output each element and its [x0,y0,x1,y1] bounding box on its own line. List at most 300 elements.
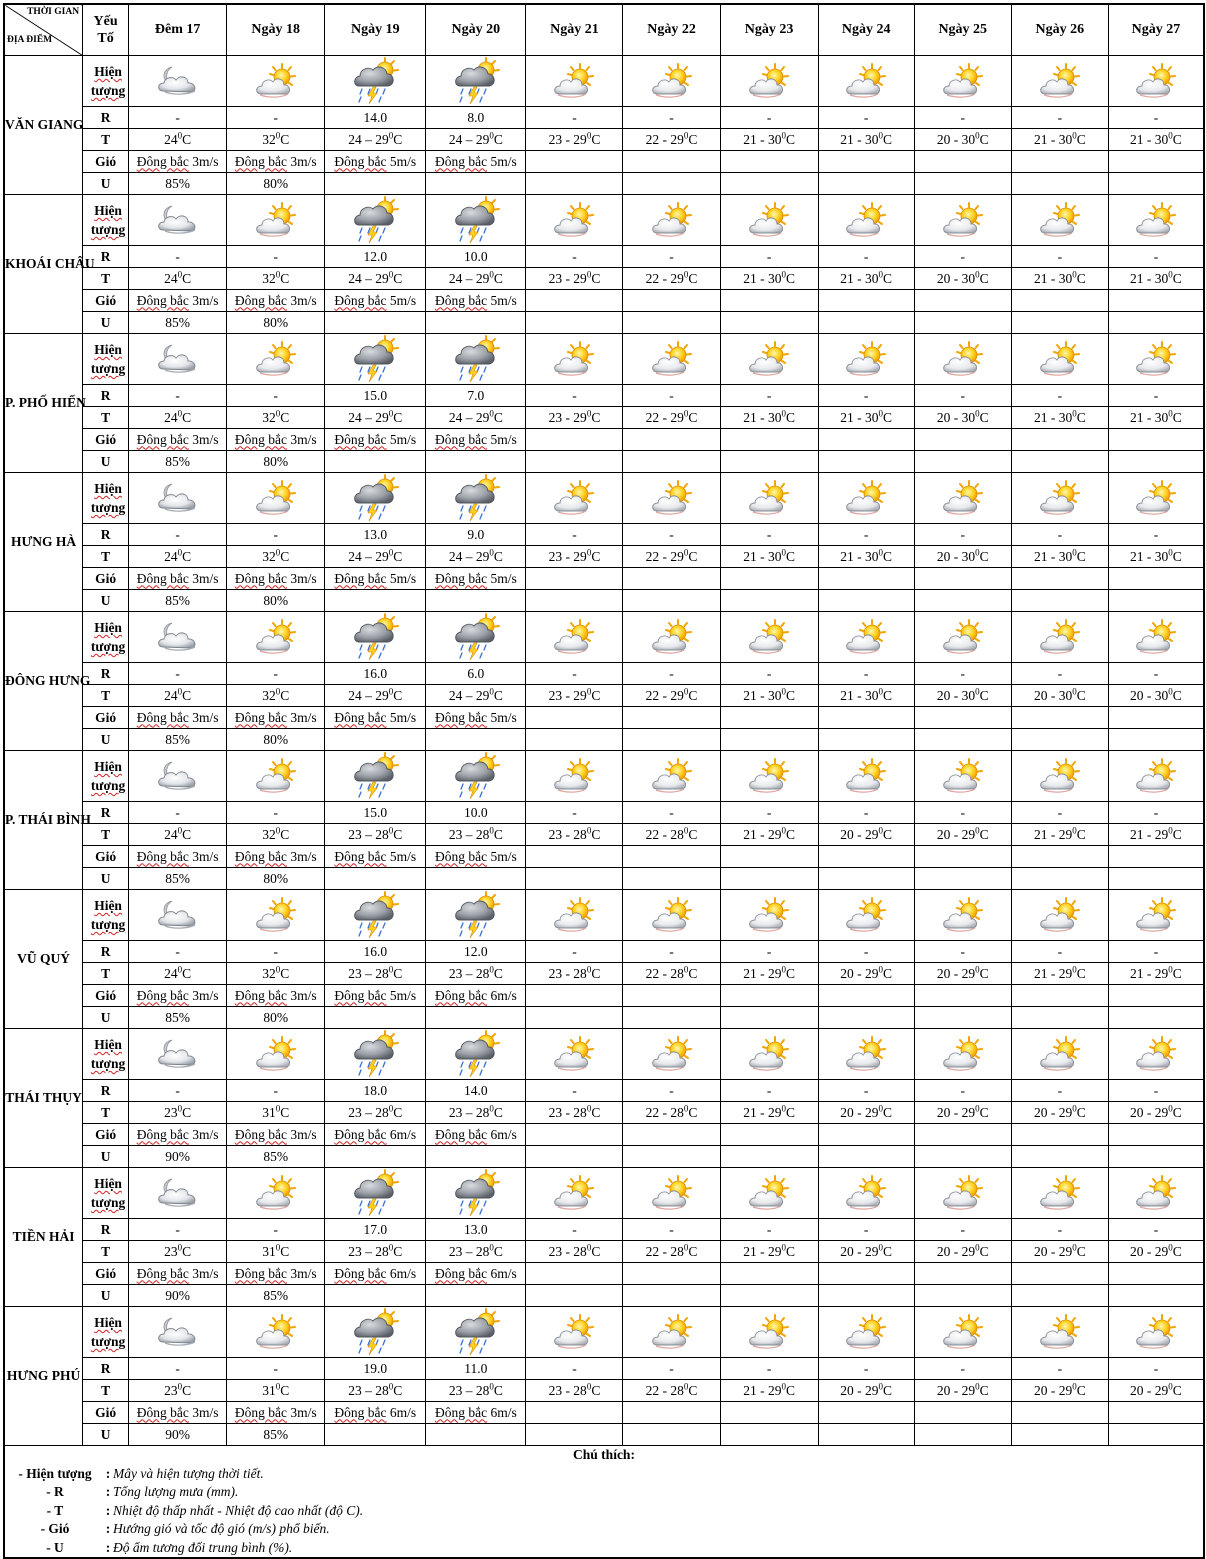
element-label-wind: Gió [83,290,129,312]
thunderstorm-icon [426,752,525,800]
temperature-row [5,546,1204,568]
rain-value: - [720,1219,818,1241]
partly-sunny-icon [1109,1312,1203,1352]
partly-sunny-icon [227,895,324,935]
rain-value: - [914,524,1011,546]
element-label-temperature: T [83,1241,129,1263]
wind-value: Đông bắc 6m/s [325,1124,426,1146]
partly-sunny-icon [1012,1173,1108,1213]
temperature-value: $21 - 30^0C$ [720,407,818,429]
weather-cell [1108,1029,1203,1080]
rain-value: 12.0 [426,941,526,963]
phenomenon-row [5,473,1204,524]
temperature-row [5,824,1204,846]
wind-row [5,429,1204,451]
location-name: VŨ QUÝ [5,890,83,1029]
legend-item [5,1520,1203,1539]
phenomenon-row [5,1168,1204,1219]
weather-cell [227,195,325,246]
temperature-row [5,129,1204,151]
partly-sunny-icon [721,895,818,935]
wind-value [623,151,720,173]
phenomenon-row [5,195,1204,246]
temperature-value: $24 - 29^0C$ [426,685,526,707]
humidity-value: 90% [129,1285,227,1307]
humidity-value [1011,868,1108,890]
humidity-value [325,1285,426,1307]
temperature-value: $24^0C$ [129,268,227,290]
thunderstorm-icon [325,752,425,800]
wind-value [914,1263,1011,1285]
location-name: THÁI THỤY [5,1029,83,1168]
temperature-value: $21 - 30^0C$ [1108,268,1203,290]
humidity-row [5,1424,1204,1446]
phenomenon-row [5,751,1204,802]
wind-value [1011,707,1108,729]
humidity-value [623,729,720,751]
legend-key: - T [46,1502,64,1518]
day-header: Ngày 25 [914,5,1011,56]
humidity-value [325,868,426,890]
temperature-row [5,1380,1204,1402]
wind-value: Đông bắc 5m/s [426,290,526,312]
element-label-phenomenon: Hiện tượng [83,334,129,385]
temperature-value: $23 - 28^0C$ [325,963,426,985]
wind-value: Đông bắc 3m/s [129,290,227,312]
rain-value: - [623,246,720,268]
rain-value: - [1108,107,1203,129]
temperature-value: $20 - 29^0C$ [914,1102,1011,1124]
time-label: THỜI GIAN [27,7,80,17]
weather-cell [623,1168,720,1219]
location-name: HƯNG HÀ [5,473,83,612]
temperature-value: $21 - 29^0C$ [1108,963,1203,985]
temperature-value: $20 - 29^0C$ [914,1380,1011,1402]
humidity-value: 90% [129,1424,227,1446]
partly-sunny-icon [526,617,622,657]
humidity-value [526,1146,623,1168]
rain-value: 12.0 [325,246,426,268]
element-label-wind: Gió [83,1402,129,1424]
forecast-body [5,56,1204,1446]
element-label-temperature: T [83,546,129,568]
legend-item [5,1465,1203,1484]
humidity-value [623,590,720,612]
partly-sunny-icon [721,339,818,379]
rain-value: - [526,107,623,129]
partly-sunny-icon [623,478,719,518]
weather-cell [227,612,325,663]
day-header: Ngày 27 [1108,5,1203,56]
partly-sunny-icon [1012,339,1108,379]
wind-value [1108,846,1203,868]
thunderstorm-icon [426,1169,525,1217]
partly-sunny-icon [1012,756,1108,796]
weather-cell [623,612,720,663]
wind-value: Đông bắc 3m/s [129,1124,227,1146]
rain-value: - [1108,941,1203,963]
temperature-value: $22 - 28^0C$ [623,1241,720,1263]
partly-sunny-icon [1012,200,1108,240]
humidity-value: 80% [227,729,325,751]
humidity-value: 85% [129,729,227,751]
element-label-wind: Gió [83,1263,129,1285]
rain-row [5,1219,1204,1241]
rain-value: - [720,246,818,268]
cloudy-night-icon [129,339,226,379]
weather-cell [623,751,720,802]
place-label: ĐỊA ĐIỂM [7,35,53,45]
humidity-value [818,1285,914,1307]
wind-value [720,1402,818,1424]
weather-cell [1011,612,1108,663]
weather-cell [426,751,526,802]
rain-value: - [1011,107,1108,129]
weather-cell [1011,1029,1108,1080]
element-label-temperature: T [83,1380,129,1402]
humidity-value [1011,451,1108,473]
element-label-rain: R [83,107,129,129]
weather-cell [325,612,426,663]
phenomenon-row [5,1307,1204,1358]
wind-value: Đông bắc 6m/s [426,1124,526,1146]
weather-cell [129,1168,227,1219]
element-label-phenomenon: Hiện tượng [83,1307,129,1358]
wind-value [1011,846,1108,868]
weather-cell [818,1168,914,1219]
element-label-rain: R [83,1219,129,1241]
rain-value: - [720,1358,818,1380]
partly-sunny-icon [1109,339,1203,379]
rain-value: - [129,1358,227,1380]
humidity-value [818,590,914,612]
humidity-value [426,868,526,890]
wind-value [1011,568,1108,590]
weather-cell [325,1168,426,1219]
partly-sunny-icon [721,1173,818,1213]
partly-sunny-icon [623,339,719,379]
temperature-value: $20 - 29^0C$ [1108,1241,1203,1263]
wind-value [1011,1263,1108,1285]
location-name: HƯNG PHÚ [5,1307,83,1446]
weather-cell [129,890,227,941]
rain-value: - [227,802,325,824]
humidity-value: 80% [227,173,325,195]
humidity-row [5,1146,1204,1168]
temperature-value: $20 - 29^0C$ [818,1380,914,1402]
temperature-value: $31^0C$ [227,1241,325,1263]
temperature-value: $22 - 29^0C$ [623,268,720,290]
wind-value [818,429,914,451]
day-header: Ngày 20 [426,5,526,56]
partly-sunny-icon [623,200,719,240]
wind-value: Đông bắc 3m/s [227,985,325,1007]
weather-cell [1108,56,1203,107]
temperature-row [5,407,1204,429]
weather-cell [720,890,818,941]
weather-cell [426,890,526,941]
partly-sunny-icon [1109,756,1203,796]
weather-cell [129,612,227,663]
temperature-value: $24 - 29^0C$ [325,268,426,290]
legend-separator: : [105,1465,111,1481]
element-label-rain: R [83,941,129,963]
temperature-value: $20 - 29^0C$ [914,963,1011,985]
wind-value [526,1263,623,1285]
temperature-value: $20 - 29^0C$ [818,824,914,846]
temperature-value: $24 - 29^0C$ [325,546,426,568]
element-label-humidity: U [83,1285,129,1307]
wind-value [1108,151,1203,173]
location-name: KHOÁI CHÂU [5,195,83,334]
temperature-value: $21 - 30^0C$ [818,268,914,290]
wind-value [720,429,818,451]
temperature-value: $21 - 30^0C$ [818,685,914,707]
humidity-value [1011,1007,1108,1029]
weather-cell [129,751,227,802]
temperature-value: $20 - 29^0C$ [1011,1380,1108,1402]
legend-item [5,1483,1203,1502]
rain-value: - [720,663,818,685]
temperature-value: $21 - 29^0C$ [720,824,818,846]
weather-cell [818,612,914,663]
temperature-value: $20 - 30^0C$ [914,685,1011,707]
temperature-value: $21 - 30^0C$ [1011,407,1108,429]
rain-value: 10.0 [426,246,526,268]
rain-value: - [818,107,914,129]
partly-sunny-icon [915,478,1011,518]
partly-sunny-icon [1012,617,1108,657]
cloudy-night-icon [129,895,226,935]
temperature-value: $23 - 28^0C$ [526,1241,623,1263]
weather-cell [818,334,914,385]
wind-value [623,568,720,590]
rain-value: 13.0 [325,524,426,546]
temperature-row [5,268,1204,290]
weather-cell [526,1307,623,1358]
legend-separator: : [105,1521,111,1536]
wind-value: Đông bắc 3m/s [129,707,227,729]
legend-description: Độ ẩm tương đối trung bình (%). [113,1539,293,1555]
humidity-value [818,1146,914,1168]
temperature-value: $20 - 29^0C$ [1011,1102,1108,1124]
temperature-value: $20 - 29^0C$ [1108,1380,1203,1402]
wind-value: Đông bắc 3m/s [129,1402,227,1424]
humidity-value [526,1424,623,1446]
temperature-value: $21 - 30^0C$ [818,407,914,429]
wind-row [5,151,1204,173]
humidity-value [1011,590,1108,612]
element-label-wind: Gió [83,985,129,1007]
legend-separator: : [105,1539,111,1555]
rain-value: - [720,941,818,963]
rain-value: 14.0 [325,107,426,129]
thunderstorm-icon [325,1169,425,1217]
temperature-value: $22 - 29^0C$ [623,546,720,568]
weather-cell [129,195,227,246]
humidity-value: 85% [129,451,227,473]
wind-value [1108,707,1203,729]
humidity-value [1011,1424,1108,1446]
rain-value: - [227,385,325,407]
humidity-value: 80% [227,868,325,890]
rain-value: - [720,107,818,129]
temperature-value: $22 - 28^0C$ [623,824,720,846]
temperature-value: $31^0C$ [227,1380,325,1402]
rain-value: - [1011,246,1108,268]
wind-value [720,846,818,868]
element-label-rain: R [83,385,129,407]
partly-sunny-icon [819,617,914,657]
thunderstorm-icon [325,1308,425,1356]
humidity-row [5,590,1204,612]
wind-value [623,290,720,312]
rain-row [5,1080,1204,1102]
weather-cell [623,473,720,524]
humidity-value [623,1285,720,1307]
weather-cell [720,334,818,385]
weather-cell [227,56,325,107]
partly-sunny-icon [819,339,914,379]
partly-sunny-icon [623,895,719,935]
location-name: P. PHỐ HIẾN [5,334,83,473]
rain-value: - [227,941,325,963]
weather-cell [526,890,623,941]
rain-value: - [623,663,720,685]
rain-value: - [227,107,325,129]
cloudy-night-icon [129,478,226,518]
partly-sunny-icon [1109,61,1203,101]
rain-value: - [818,1358,914,1380]
weather-cell [325,1307,426,1358]
humidity-value [426,1007,526,1029]
rain-value: - [1011,802,1108,824]
wind-value [526,151,623,173]
rain-value: - [227,524,325,546]
partly-sunny-icon [819,1173,914,1213]
temperature-value: $20 - 30^0C$ [914,546,1011,568]
rain-value: - [818,385,914,407]
wind-value: Đông bắc 5m/s [426,429,526,451]
weather-cell [526,334,623,385]
temperature-value: $20 - 29^0C$ [818,1241,914,1263]
rain-value: 6.0 [426,663,526,685]
rain-value: - [1108,663,1203,685]
wind-value: Đông bắc 5m/s [426,568,526,590]
weather-cell [426,1168,526,1219]
temperature-value: $23^0C$ [129,1102,227,1124]
forecast-table [4,4,1204,1558]
rain-value: - [720,385,818,407]
partly-sunny-icon [819,756,914,796]
humidity-value [914,1007,1011,1029]
wind-value [1108,568,1203,590]
partly-sunny-icon [915,339,1011,379]
partly-sunny-icon [721,1312,818,1352]
wind-value: Đông bắc 5m/s [325,707,426,729]
rain-value: - [1108,802,1203,824]
wind-value [818,707,914,729]
weather-cell [426,473,526,524]
weather-cell [426,56,526,107]
element-label-temperature: T [83,407,129,429]
rain-value: - [623,107,720,129]
wind-value: Đông bắc 6m/s [426,1402,526,1424]
partly-sunny-icon [227,200,324,240]
humidity-value: 85% [129,312,227,334]
partly-sunny-icon [1012,895,1108,935]
partly-sunny-icon [915,1312,1011,1352]
wind-value [720,707,818,729]
element-label-wind: Gió [83,707,129,729]
element-label-rain: R [83,802,129,824]
rain-value: - [1108,385,1203,407]
partly-sunny-icon [1012,478,1108,518]
wind-value: Đông bắc 5m/s [325,290,426,312]
rain-value: - [227,1358,325,1380]
humidity-value [1011,312,1108,334]
thunderstorm-icon [325,335,425,383]
wind-value [1011,1124,1108,1146]
rain-value: - [526,663,623,685]
humidity-value [720,1146,818,1168]
humidity-value [325,451,426,473]
element-label-humidity: U [83,312,129,334]
temperature-row [5,1102,1204,1124]
thunderstorm-icon [426,57,525,105]
temperature-value: $21 - 29^0C$ [1108,824,1203,846]
weather-cell [818,195,914,246]
weather-cell [426,195,526,246]
partly-sunny-icon [915,617,1011,657]
temperature-value: $22 - 29^0C$ [623,407,720,429]
temperature-value: $21 - 30^0C$ [1011,129,1108,151]
temperature-value: $21 - 30^0C$ [720,546,818,568]
temperature-value: $23 - 28^0C$ [325,824,426,846]
element-label-humidity: U [83,451,129,473]
rain-value: - [623,524,720,546]
humidity-value [623,1007,720,1029]
element-label-temperature: T [83,1102,129,1124]
partly-sunny-icon [526,1173,622,1213]
humidity-value [526,173,623,195]
wind-value [526,985,623,1007]
temperature-value: $21 - 29^0C$ [1011,963,1108,985]
humidity-row [5,1285,1204,1307]
wind-value [623,1124,720,1146]
humidity-value [914,1424,1011,1446]
wind-value: Đông bắc 5m/s [426,707,526,729]
temperature-value: $32^0C$ [227,407,325,429]
wind-row [5,568,1204,590]
temperature-value: $23 - 28^0C$ [325,1380,426,1402]
element-label-rain: R [83,663,129,685]
rain-value: 18.0 [325,1080,426,1102]
cloudy-night-icon [129,1034,226,1074]
wind-value: Đông bắc 3m/s [129,429,227,451]
weather-cell [818,890,914,941]
wind-value: Đông bắc 3m/s [227,707,325,729]
weather-cell [818,751,914,802]
rain-value: - [720,1080,818,1102]
temperature-value: $32^0C$ [227,824,325,846]
rain-value: 7.0 [426,385,526,407]
temperature-value: $22 - 28^0C$ [623,1380,720,1402]
partly-sunny-icon [1109,617,1203,657]
wind-value: Đông bắc 3m/s [227,1124,325,1146]
partly-sunny-icon [721,617,818,657]
rain-value: - [623,1219,720,1241]
